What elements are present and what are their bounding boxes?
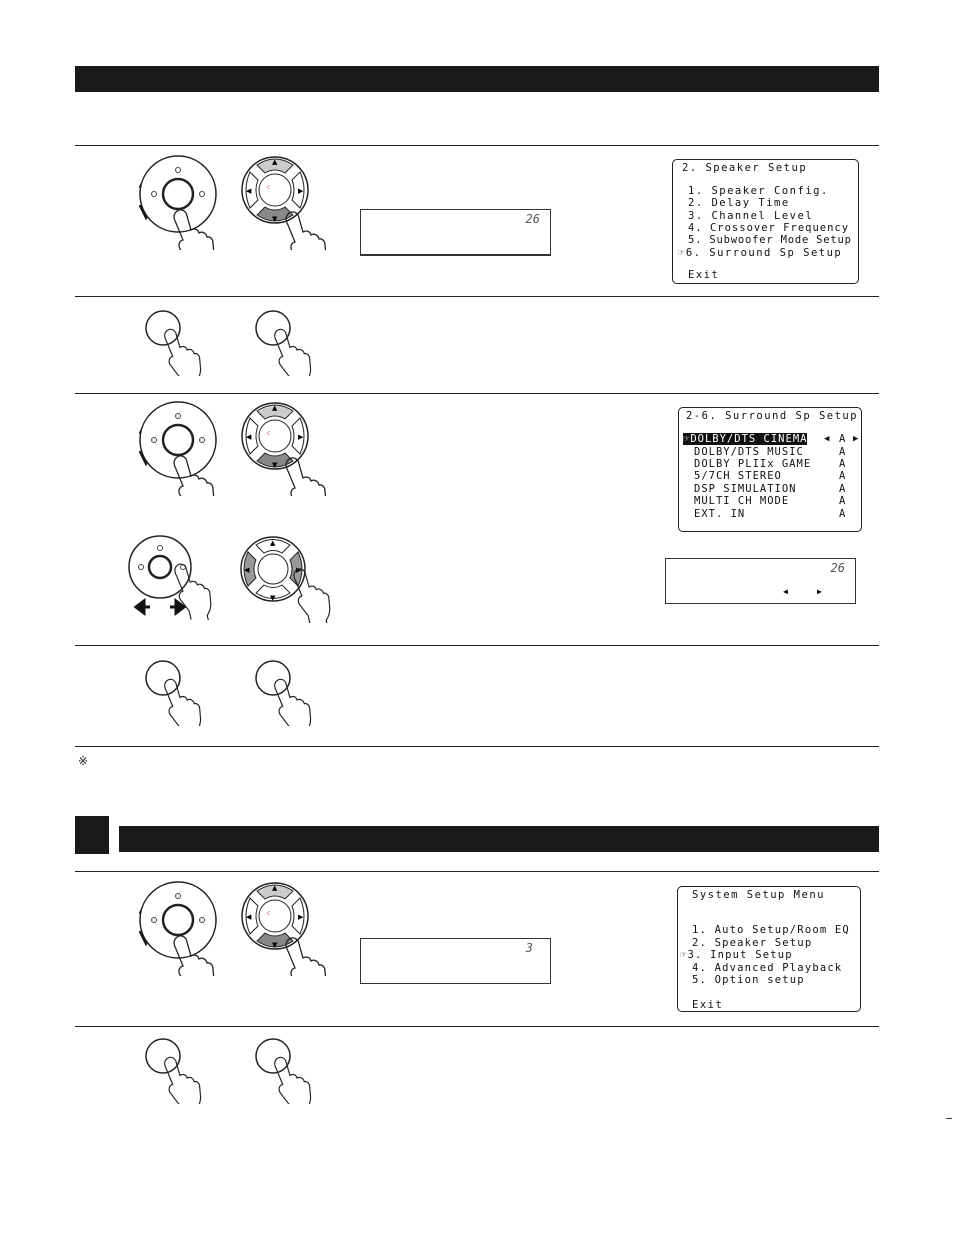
menu-title: 2-6. Surround Sp Setup bbox=[686, 410, 859, 422]
svg-text:c: c bbox=[267, 184, 271, 191]
header-bar bbox=[75, 66, 879, 92]
divider bbox=[75, 746, 879, 747]
button-press-icon bbox=[143, 306, 223, 376]
svg-text:▼: ▼ bbox=[270, 594, 276, 602]
menu-exit[interactable]: Exit bbox=[688, 269, 720, 281]
menu-value: A bbox=[839, 446, 847, 458]
menu-item[interactable]: 2. Speaker Setup bbox=[692, 937, 813, 949]
arrow-right-icon: ▶ bbox=[817, 587, 822, 596]
menu-value: A bbox=[839, 458, 847, 470]
front-display bbox=[360, 209, 551, 256]
display-number: 3 bbox=[525, 941, 533, 955]
svg-text:◀: ◀ bbox=[246, 913, 252, 921]
menu-exit[interactable]: Exit bbox=[692, 999, 724, 1011]
arrow-left-icon: ◀ bbox=[824, 434, 831, 444]
page-mark bbox=[946, 1118, 952, 1119]
section-number-box bbox=[75, 816, 109, 854]
joystick-up-down-icon bbox=[130, 150, 240, 250]
button-press-icon bbox=[253, 1034, 333, 1104]
cursor-pad-left-right-icon bbox=[238, 533, 348, 623]
joystick-up-down-icon bbox=[130, 876, 240, 976]
svg-text:◀: ◀ bbox=[246, 433, 252, 441]
button-press-icon bbox=[143, 1034, 223, 1104]
divider bbox=[75, 871, 879, 872]
svg-text:◀: ◀ bbox=[244, 566, 250, 574]
menu-item[interactable]: DOLBY PLIIx GAME bbox=[694, 458, 812, 470]
divider bbox=[75, 296, 879, 297]
menu-item-selected[interactable]: ☞3. Input Setup bbox=[680, 949, 793, 961]
arrow-right-icon: ▶ bbox=[853, 434, 860, 444]
svg-text:c: c bbox=[267, 430, 271, 437]
menu-item[interactable]: 1. Auto Setup/Room EQ bbox=[692, 924, 850, 936]
menu-item[interactable]: 5. Option setup bbox=[692, 974, 805, 986]
svg-text:◀: ◀ bbox=[246, 187, 252, 195]
svg-text:▼: ▼ bbox=[272, 941, 278, 949]
front-display bbox=[665, 558, 856, 604]
menu-item[interactable]: 4. Advanced Playback bbox=[692, 962, 843, 974]
menu-value: A bbox=[839, 470, 847, 482]
menu-title: 2. Speaker Setup bbox=[682, 162, 808, 174]
arrow-left-icon: ◀ bbox=[783, 587, 788, 596]
display-number: 26 bbox=[525, 212, 540, 226]
menu-item[interactable]: 5/7CH STEREO bbox=[694, 470, 782, 482]
divider bbox=[75, 393, 879, 394]
svg-text:▼: ▼ bbox=[272, 215, 278, 223]
joystick-up-down-icon bbox=[130, 396, 240, 496]
svg-text:▶: ▶ bbox=[298, 913, 304, 921]
menu-value: A bbox=[839, 483, 847, 495]
menu-value: A bbox=[839, 433, 847, 445]
menu-item[interactable]: 4. Crossover Frequency bbox=[688, 222, 850, 234]
display-number: 26 bbox=[830, 561, 845, 575]
menu-item[interactable]: 2. Delay Time bbox=[688, 197, 790, 209]
front-display bbox=[360, 938, 551, 984]
svg-text:▲: ▲ bbox=[272, 404, 278, 412]
menu-item-selected[interactable]: ☞DOLBY/DTS CINEMA bbox=[683, 433, 808, 445]
system-setup-menu bbox=[677, 886, 861, 1012]
speaker-setup-menu bbox=[672, 159, 859, 284]
divider bbox=[75, 1026, 879, 1027]
menu-item[interactable]: DOLBY/DTS MUSIC bbox=[694, 446, 804, 458]
menu-item[interactable]: MULTI CH MODE bbox=[694, 495, 790, 507]
svg-text:▼: ▼ bbox=[272, 461, 278, 469]
menu-item-selected[interactable]: ☞6. Surround Sp Setup bbox=[678, 247, 843, 259]
button-press-icon bbox=[253, 306, 333, 376]
menu-title: System Setup Menu bbox=[692, 889, 825, 901]
section-header-bar bbox=[119, 826, 879, 852]
svg-text:▲: ▲ bbox=[272, 158, 278, 166]
cursor-pad-icon bbox=[240, 396, 350, 496]
divider bbox=[75, 645, 879, 646]
svg-text:c: c bbox=[267, 910, 271, 917]
joystick-left-right-icon bbox=[128, 530, 238, 620]
menu-item[interactable]: 1. Speaker Config. bbox=[688, 185, 829, 197]
menu-item[interactable]: 5. Subwoofer Mode Setup bbox=[688, 234, 852, 246]
cursor-pad-icon bbox=[240, 876, 350, 976]
menu-item[interactable]: DSP SIMULATION bbox=[694, 483, 797, 495]
reference-mark: ※ bbox=[78, 754, 89, 768]
svg-text:▲: ▲ bbox=[270, 539, 276, 547]
button-press-icon bbox=[143, 656, 223, 726]
menu-item[interactable]: EXT. IN bbox=[694, 508, 746, 520]
svg-text:▶: ▶ bbox=[298, 187, 304, 195]
svg-text:▲: ▲ bbox=[272, 884, 278, 892]
menu-item[interactable]: 3. Channel Level bbox=[688, 210, 814, 222]
surround-sp-setup-menu bbox=[678, 407, 862, 532]
svg-text:▶: ▶ bbox=[296, 566, 302, 574]
menu-value: A bbox=[839, 508, 847, 520]
menu-value: A bbox=[839, 495, 847, 507]
divider bbox=[75, 145, 879, 146]
svg-text:▶: ▶ bbox=[298, 433, 304, 441]
button-press-icon bbox=[253, 656, 333, 726]
cursor-pad-icon bbox=[240, 150, 350, 250]
